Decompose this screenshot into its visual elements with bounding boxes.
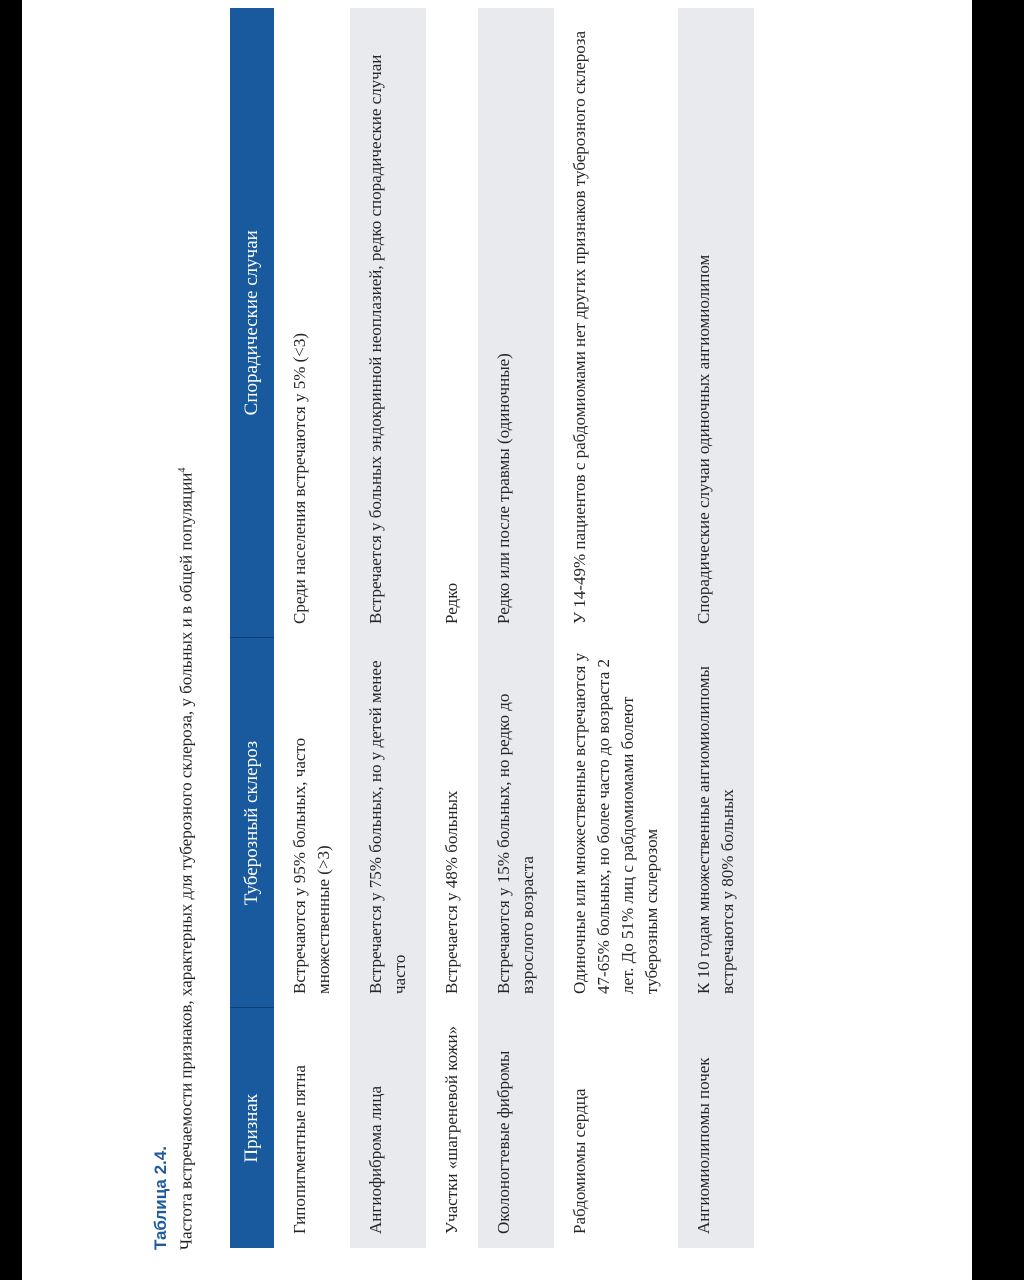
cell-sporadic: Среди населения встречаются у 5% (<3) (274, 8, 350, 638)
table-row (678, 8, 754, 1248)
cell-sign: Рабдомиомы сердца (554, 1008, 678, 1248)
table-row (426, 8, 478, 1248)
header-tuberous-sclerosis: Туберозный склероз (230, 638, 274, 1008)
cell-sporadic: Встречается у больных эндокринной неоплазией, редко спорадические случаи (350, 8, 426, 638)
cell-sign: Ангиомиолипомы почек (678, 1008, 754, 1248)
header-sporadic: Спорадические случаи (230, 8, 274, 638)
cell-sporadic: Редко или после травмы (одиночные) (478, 8, 554, 638)
cell-sign: Околоногтевые фибромы (478, 1008, 554, 1248)
cell-sign: Ангиофиброма лица (350, 1008, 426, 1248)
document-page (22, 0, 972, 1280)
cell-ts: Встречается у 75% больных, но у детей менее часто (350, 638, 426, 1008)
table-description (172, 90, 198, 1250)
table-row (554, 8, 678, 1248)
cell-ts: Встречаются у 15% больных, но редко до взрослого возраста (478, 638, 554, 1008)
cell-ts: Одиночные или множественные встречаются у 47-65% больных, но более часто до возраста 2 лет. До 51% лиц с рабдомиомами болеют туберозным склерозом (554, 638, 678, 1008)
cell-sign: Гипопигментные пятна (274, 1008, 350, 1248)
cell-ts: К 10 годам множественные ангиомиолипомы встречаются у 80% больных (678, 638, 754, 1008)
table-title: Таблица 2.4. (151, 1146, 170, 1250)
table-row (274, 8, 350, 1248)
cell-ts: Встречаются у 95% больных, часто множественные (>3) (274, 638, 350, 1008)
table-description-text: Частота встречаемости признаков, характерных для туберозного склероза, у больных и в общей популяции (176, 472, 196, 1250)
table-row (478, 8, 554, 1248)
cell-ts: Встречается у 48% больных (426, 638, 478, 1008)
table-header-row (230, 8, 274, 1248)
cell-sporadic: Редко (426, 8, 478, 638)
table-caption (150, 90, 198, 1250)
table-row (350, 8, 426, 1248)
cell-sporadic: Спорадические случаи одиночных ангиомиолипом (678, 8, 754, 638)
data-table (230, 8, 754, 1248)
footnote-marker: 4 (177, 467, 188, 473)
cell-sign: Участки «шагреневой кожи» (426, 1008, 478, 1248)
header-sign: Признак (230, 1008, 274, 1248)
cell-sporadic: У 14-49% пациентов с рабдомиомами нет других признаков туберозного склероза (554, 8, 678, 638)
rotated-content (22, 0, 972, 1280)
